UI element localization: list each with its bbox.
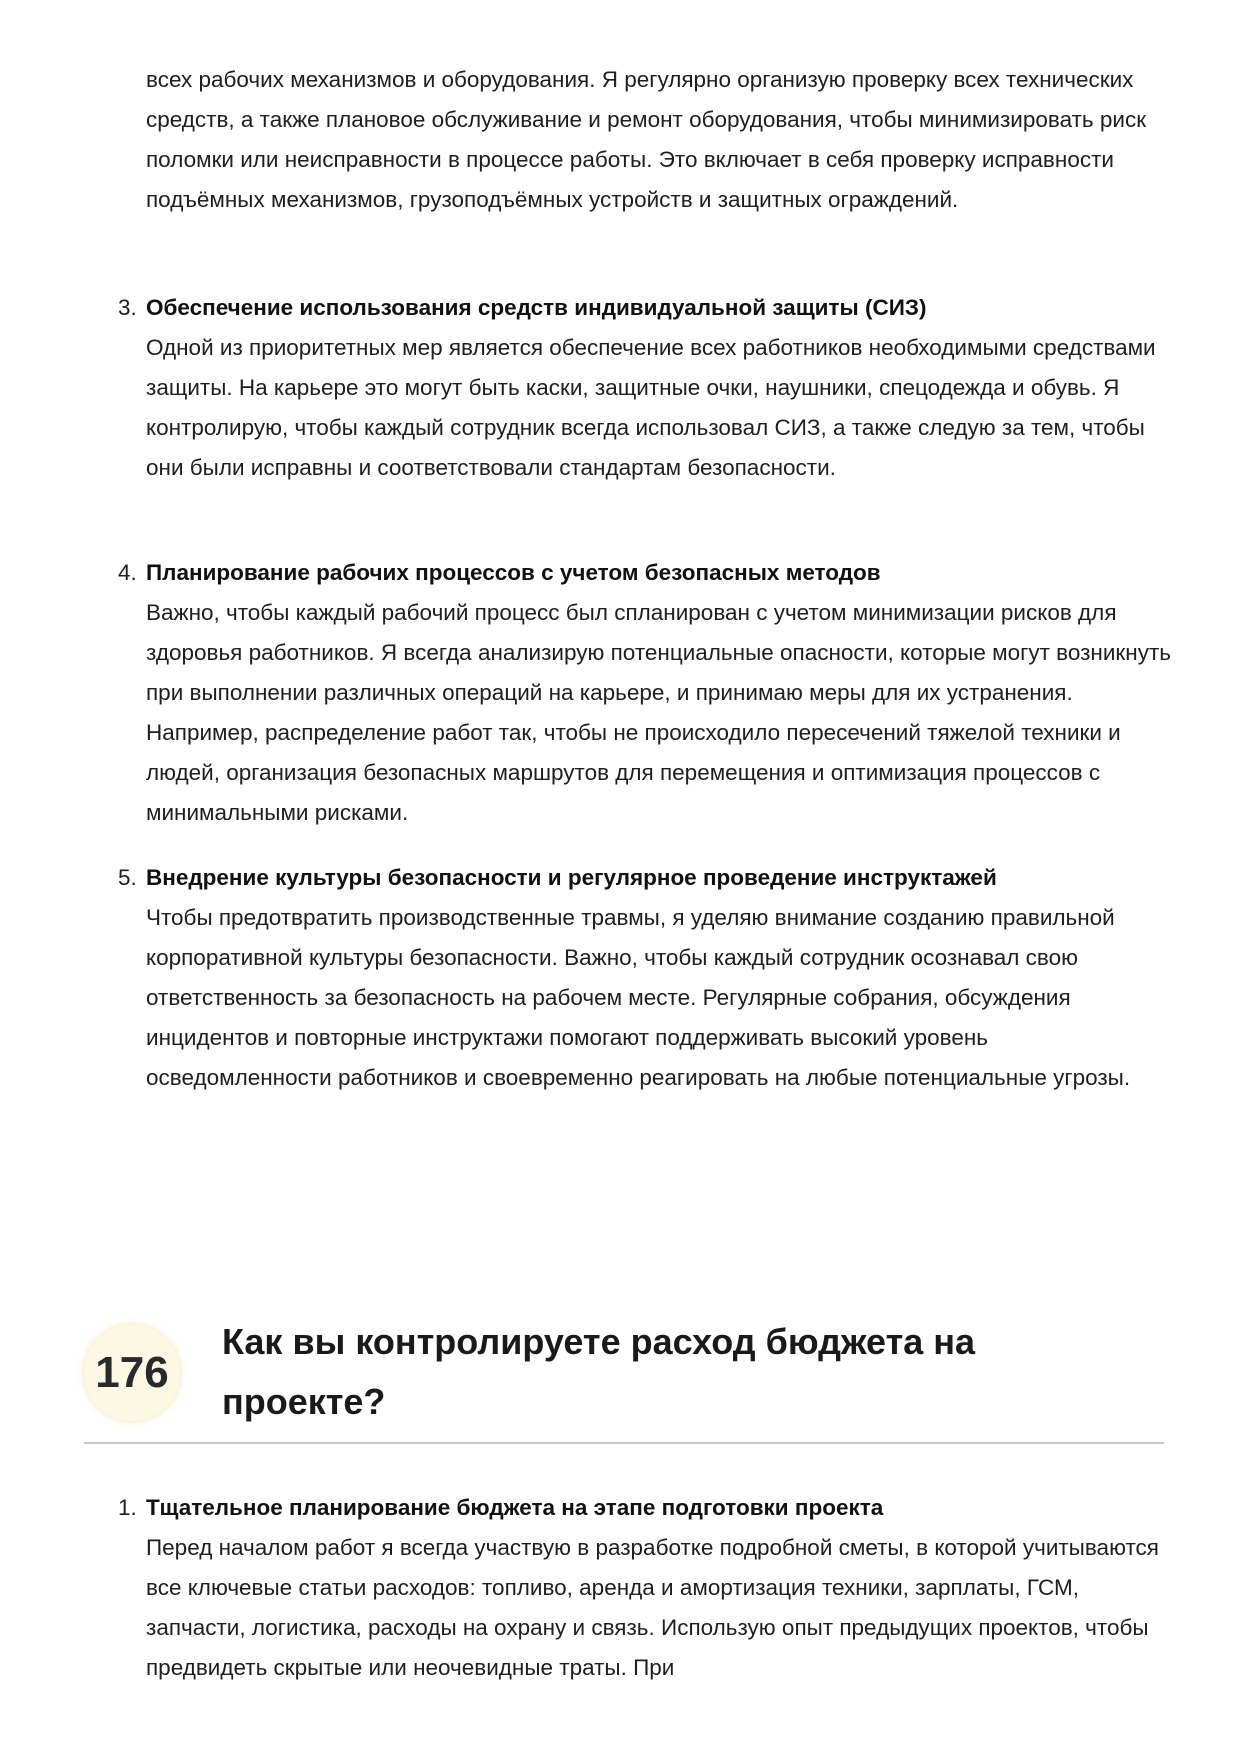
list-item-number: 5. <box>118 865 137 890</box>
list-item-title: Тщательное планирование бюджета на этапе подготовки проекта <box>146 1495 884 1520</box>
continuation-paragraph: всех рабочих механизмов и оборудования. Я регулярно организую проверку всех технических средств, а также плановое обслуживание и ремонт оборудования, чтобы минимизировать риск поломки или неисправности в процессе работы. Это включает в себя проверку исправности подъёмных механизмов, грузоподъёмных устройств и защитных ограждений. <box>146 67 1147 212</box>
question-title: Как вы контролируете расход бюджета на проекте? <box>222 1321 976 1422</box>
list-item-number: 3. <box>118 295 137 320</box>
question-header <box>84 1310 1164 1442</box>
list-item-title: Планирование рабочих процессов с учетом безопасных методов <box>146 560 881 585</box>
list-item-title: Внедрение культуры безопасности и регулярное проведение инструктажей <box>146 865 997 890</box>
list-item-body: Перед началом работ я всегда участвую в разработке подробной сметы, в которой учитываются все ключевые статьи расходов: топливо, аренда и амортизация техники, зарплаты, ГСМ, запчасти, логистика, расходы на охрану и связь. Использую опыт предыдущих проектов, чтобы предвидеть скрытые или неочевидные траты. При <box>146 1535 1159 1680</box>
list-item-title: Обеспечение использования средств индивидуальной защиты (СИЗ) <box>146 295 927 320</box>
list-item <box>118 553 1178 833</box>
section-divider <box>84 1442 1164 1444</box>
question-number-badge: 176 <box>84 1325 180 1421</box>
list-item <box>118 288 1178 488</box>
list-item <box>118 858 1178 1098</box>
list-item-body: Одной из приоритетных мер является обеспечение всех работников необходимыми средствами защиты. На карьере это могут быть каски, защитные очки, наушники, спецодежда и обувь. Я контролирую, чтобы каждый сотрудник всегда использовал СИЗ, а также следую за тем, чтобы они были исправны и соответствовали стандартам безопасности. <box>146 335 1156 480</box>
list-item-number: 1. <box>118 1495 137 1520</box>
list-item <box>118 1488 1178 1688</box>
list-item-body: Чтобы предотвратить производственные травмы, я уделяю внимание созданию правильной корпоративной культуры безопасности. Важно, чтобы каждый сотрудник осознавал свою ответственность за безопасность на рабочем месте. Регулярные собрания, обсуждения инцидентов и повторные инструктажи помогают поддерживать высокий уровень осведомленности работников и своевременно реагировать на любые потенциальные угрозы. <box>146 905 1131 1090</box>
list-item-body: Важно, чтобы каждый рабочий процесс был спланирован с учетом минимизации рисков для здоровья работников. Я всегда анализирую потенциальные опасности, которые могут возникнуть при выполнении различных операций на карьере, и принимаю меры для их устранения. Например, распределение работ так, чтобы не происходило пересечений тяжелой техники и людей, организация безопасных маршрутов для перемещения и оптимизация процессов с минимальными рисками. <box>146 600 1171 825</box>
list-item-number: 4. <box>118 560 137 585</box>
